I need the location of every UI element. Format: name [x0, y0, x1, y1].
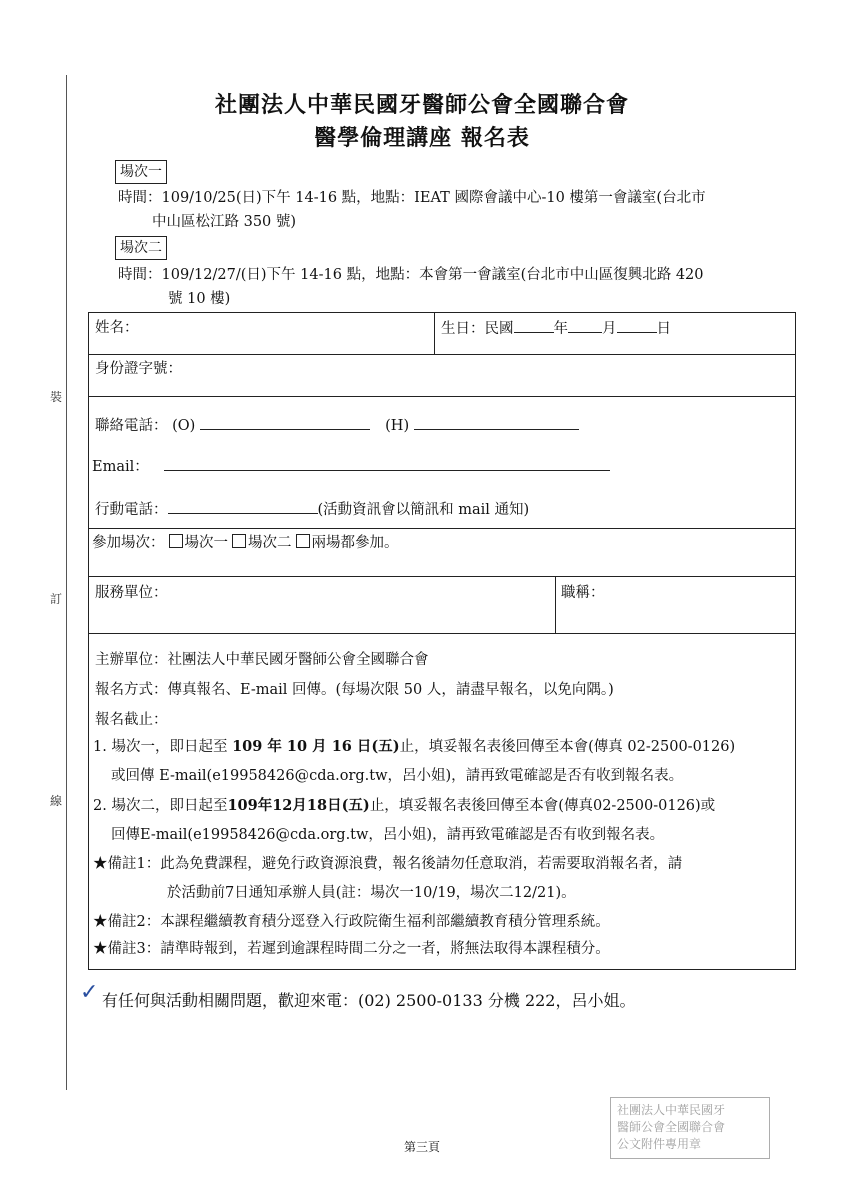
home-phone-label: (H): [385, 418, 410, 434]
id-number-label: 身份證字號：: [95, 361, 182, 377]
birth-field[interactable]: [441, 318, 671, 339]
attend-option1-label: 場次一: [184, 535, 228, 551]
check-mark-icon: ✓: [80, 980, 99, 1005]
email-label: Email：: [92, 459, 149, 475]
id-number-field[interactable]: [95, 359, 182, 379]
birth-month-label: 月: [602, 321, 617, 337]
document-subtitle: 醫學倫理講座 報名表: [314, 125, 530, 151]
document-title: 社團法人中華民國牙醫師公會全國聯合會: [214, 92, 629, 118]
deadline-label: 報名截止：: [95, 712, 168, 728]
stamp-line1: 社團法人中華民國牙: [617, 1103, 726, 1117]
attend-option3-checkbox[interactable]: [296, 534, 310, 548]
attend-option2-checkbox[interactable]: [232, 534, 246, 548]
birth-prefix: 生日：民國: [441, 321, 514, 337]
session2-details: 時間：109/12/27/(日)下午 14-16 點，地點：本會第一會議室(台北市中山區復興北路 420: [118, 267, 704, 283]
job-title-field[interactable]: [561, 583, 605, 603]
email-field[interactable]: [92, 456, 610, 477]
email-blank[interactable]: [164, 456, 610, 471]
session1-label: 場次一: [115, 160, 167, 184]
binding-char-bottom: 線: [50, 794, 63, 808]
attend-option3-label: 兩場都參加。: [311, 535, 399, 551]
deadline-item2-suffix: 止，填妥報名表後回傳至本會(傳真02-2500-0126)或: [369, 798, 716, 814]
office-phone-blank[interactable]: [200, 415, 370, 430]
deadline-item1-date: 109 年 10 月 16 日(五): [232, 738, 400, 755]
job-title-label: 職稱：: [561, 585, 605, 601]
organization-field[interactable]: [95, 583, 168, 603]
deadline-item2-prefix: 2. 場次二，即日起至: [93, 798, 228, 814]
page-number: 第三頁: [403, 1140, 440, 1154]
home-phone-blank[interactable]: [414, 415, 579, 430]
attend-option1-checkbox[interactable]: [169, 534, 183, 548]
session2-label: 場次二: [115, 236, 167, 260]
note1-line1: ★備註1：此為免費課程，避免行政資源浪費，報名後請勿任意取消，若需要取消報名者，請: [93, 856, 683, 872]
name-label: 姓名：: [95, 320, 139, 336]
attend-label: 參加場次：: [92, 535, 165, 551]
contact-phone-label: 聯絡電話：: [95, 418, 168, 434]
stamp-line3: 公文附件專用章: [617, 1137, 702, 1151]
binding-char-top: 裝: [50, 390, 63, 404]
attend-option2-label: 場次二: [248, 535, 292, 551]
birth-year-label: 年: [553, 321, 568, 337]
deadline-item1-contact: 或回傳 E-mail(e19958426@cda.org.tw，呂小姐)，請再致電確認是否有收到報名表。: [111, 768, 684, 784]
binding-char-middle: 訂: [50, 592, 63, 606]
deadline-item1-suffix: 止，填妥報名表後回傳至本會(傳真 02-2500-0126): [399, 739, 736, 755]
deadline-item2-contact: 回傳E-mail(e19958426@cda.org.tw，呂小姐)，請再致電確認是否有收到報名表。: [111, 827, 665, 843]
note3: ★備註3：請準時報到，若遲到逾課程時間二分之一者，將無法取得本課程積分。: [93, 941, 610, 957]
name-field[interactable]: [95, 318, 139, 338]
organization-label: 服務單位：: [95, 585, 168, 601]
contact-note: 有任何與活動相關問題，歡迎來電：(02) 2500-0133 分機 222，呂小姐。: [102, 991, 636, 1010]
deadline-item2: [93, 796, 715, 816]
deadline-item1: [93, 737, 735, 757]
mobile-note: (活動資訊會以簡訊和 mail 通知): [317, 502, 530, 518]
office-phone-label: (O): [172, 418, 196, 434]
binding-line: [66, 75, 67, 1090]
session2-address: 號 10 樓): [168, 291, 231, 307]
stamp-line2: 醫師公會全國聯合會: [617, 1120, 726, 1134]
mobile-field[interactable]: [95, 499, 529, 520]
registration-method: 報名方式：傳真報名、E-mail 回傳。(每場次限 50 人，請盡早報名，以免向隅。): [95, 682, 614, 698]
mobile-label: 行動電話：: [95, 502, 168, 518]
note1-line2: 於活動前7日通知承辦人員(註：場次一10/19，場次二12/21)。: [167, 885, 576, 901]
note2: ★備註2：本課程繼續教育積分逕登入行政院衛生福利部繼續教育積分管理系統。: [93, 914, 610, 930]
birth-day-label: 日: [656, 321, 671, 337]
deadline-item1-prefix: 1. 場次一，即日起至: [93, 739, 233, 755]
attend-field: [92, 533, 399, 553]
contact-phone-field[interactable]: [95, 415, 579, 436]
registration-form: [88, 312, 796, 970]
session1-details: 時間：109/10/25(日)下午 14-16 點，地點：IEAT 國際會議中心-10 樓第一會議室(台北市: [118, 190, 706, 206]
session1-address: 中山區松江路 350 號): [152, 214, 297, 230]
deadline-item2-date: 109年12月18日(五): [227, 797, 370, 814]
host-info: 主辦單位：社團法人中華民國牙醫師公會全國聯合會: [95, 652, 429, 668]
mobile-blank[interactable]: [168, 499, 318, 514]
